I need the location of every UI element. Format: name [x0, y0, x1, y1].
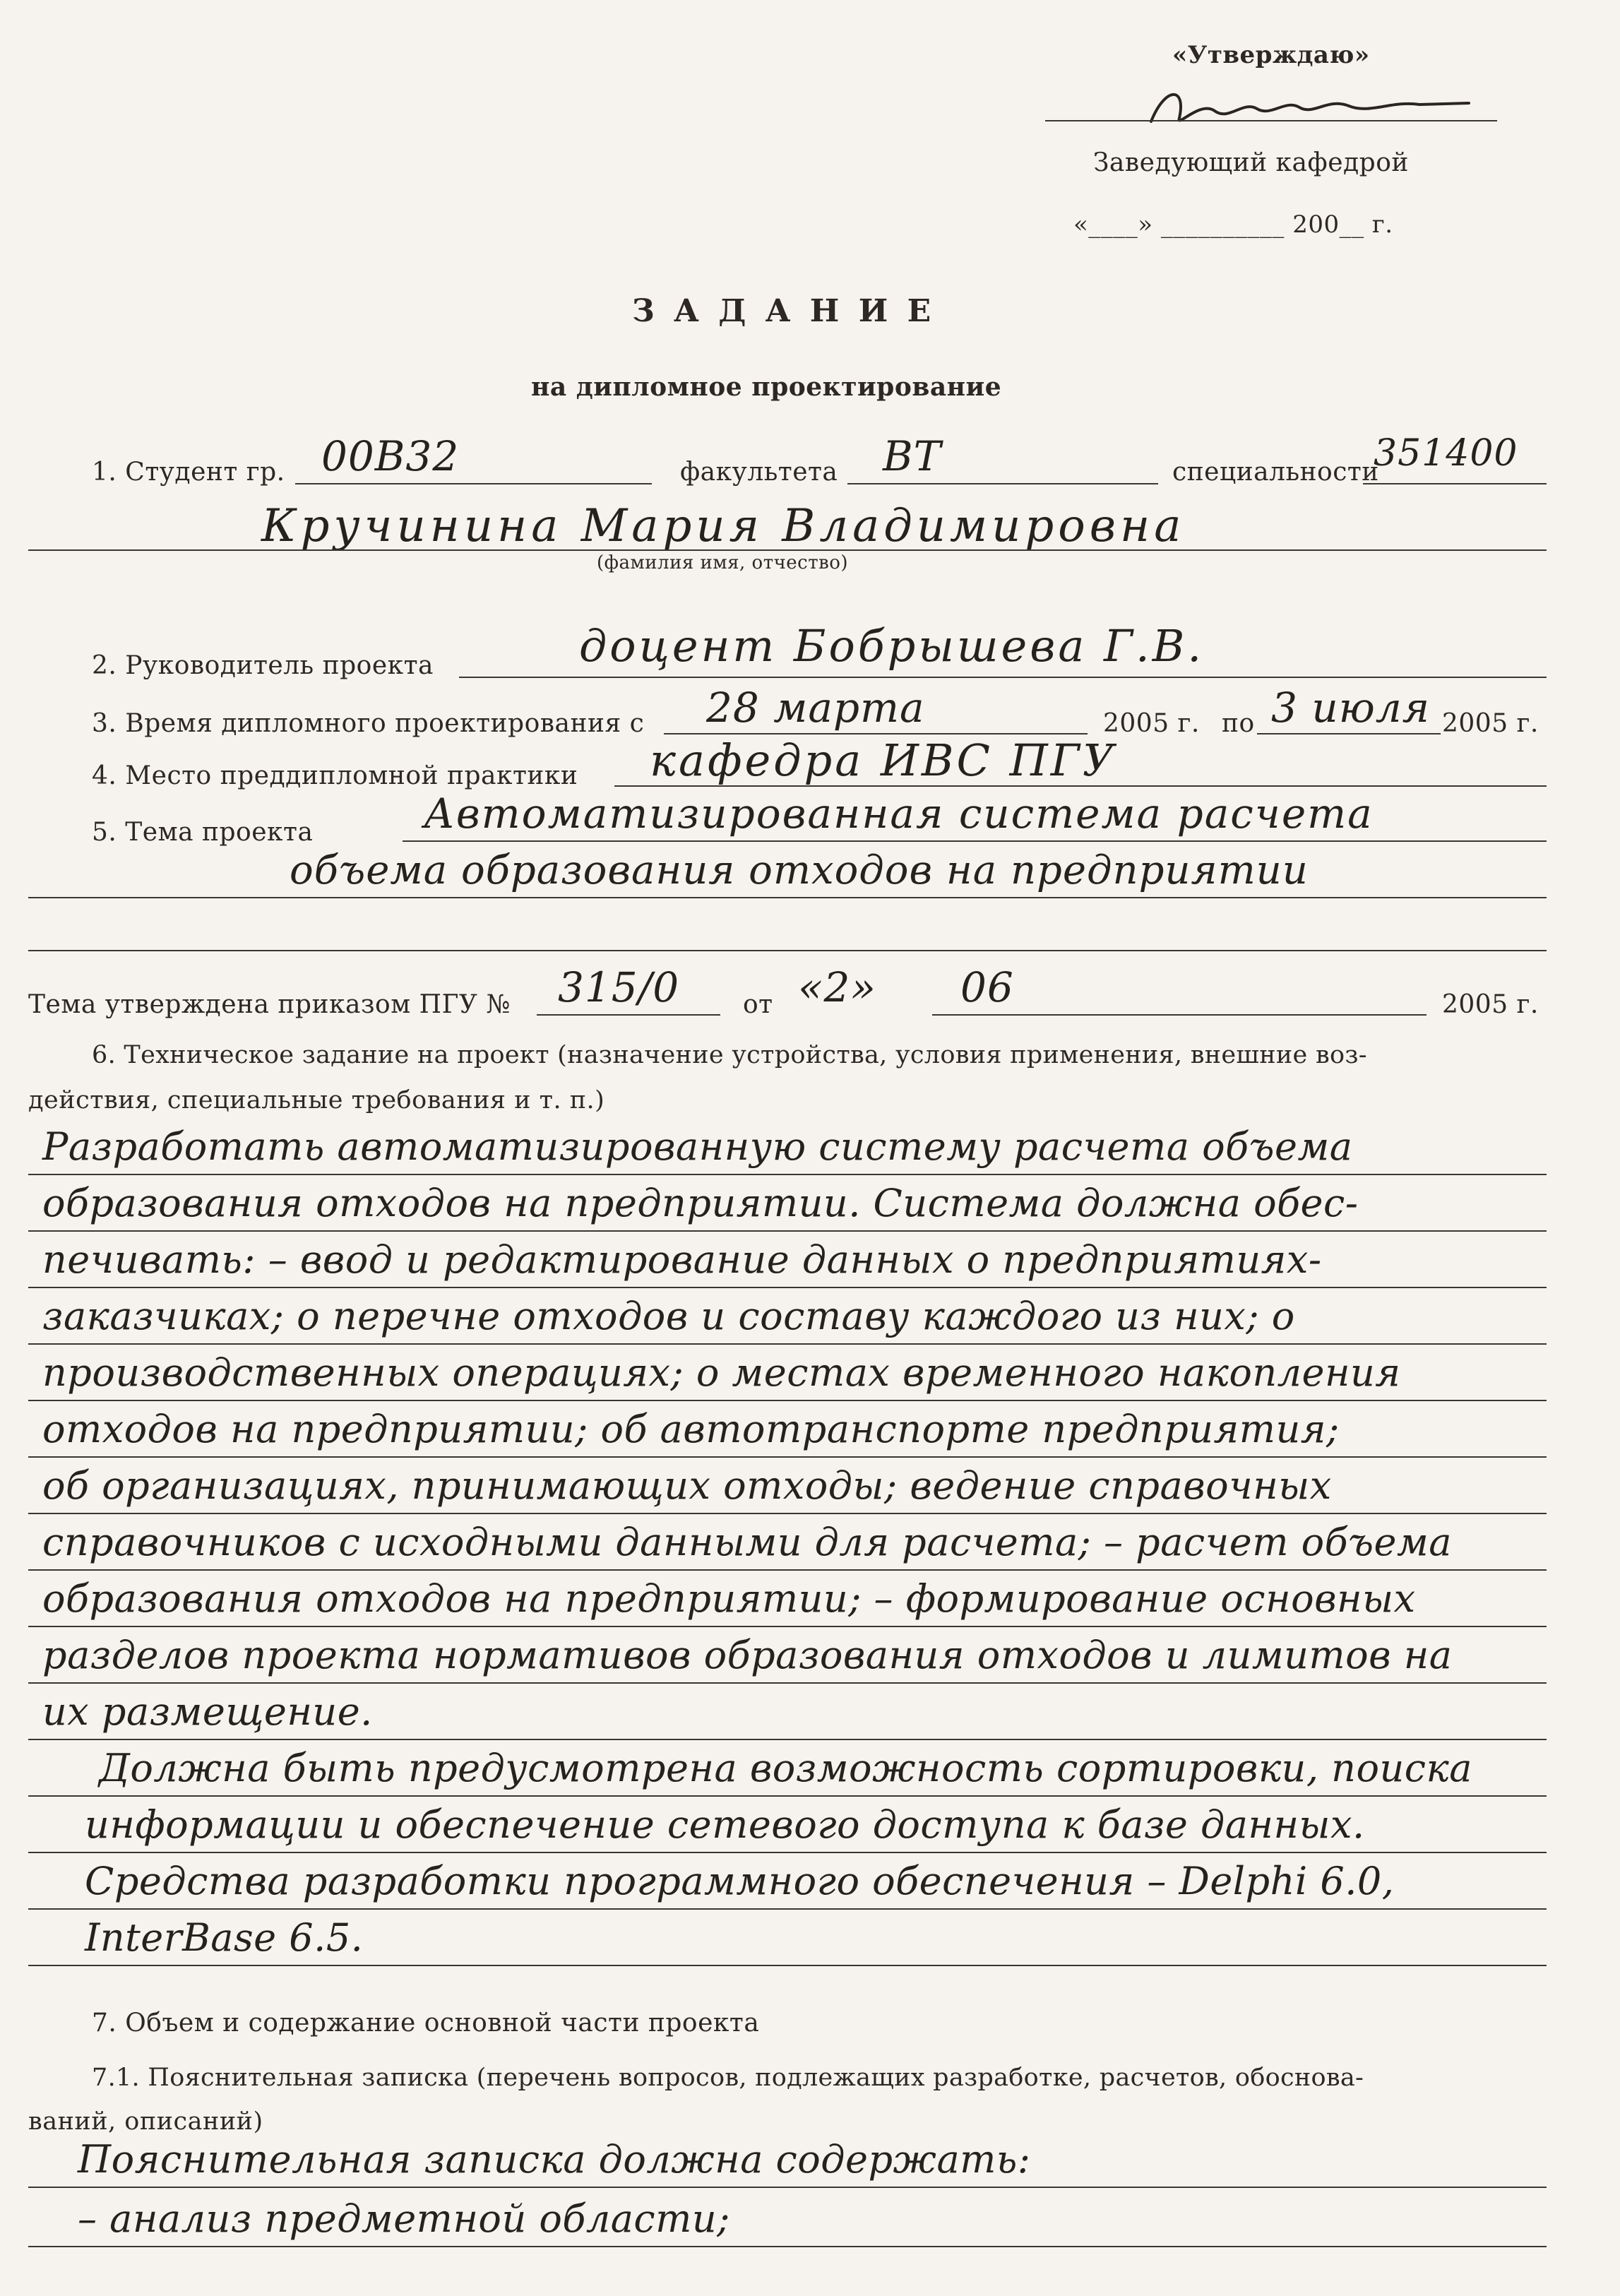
- project-topic-line-2: объема образования отходов на предприятии: [290, 847, 1309, 893]
- approval-date-line: «____» __________ 200__ г.: [1073, 210, 1393, 239]
- period-label: 3. Время дипломного проектирования с: [92, 709, 645, 738]
- order-number: 315/0: [558, 963, 680, 1011]
- section-6-line: об организациях, принимающих отходы; ведение справочных: [42, 1463, 1332, 1508]
- project-topic-label: 5. Тема проекта: [92, 818, 314, 847]
- supervisor-label: 2. Руководитель проекта: [92, 651, 434, 680]
- section-6-line: InterBase 6.5.: [85, 1915, 364, 1960]
- section-6-line: образования отходов на предприятии. Система должна обес-: [42, 1181, 1359, 1225]
- section-7-heading: 7. Объем и содержание основной части проекта: [92, 2009, 760, 2038]
- section-6-line: Средства разработки программного обеспечения – Delphi 6.0,: [85, 1859, 1395, 1903]
- section-6-line: информации и обеспечение сетевого доступа к базе данных.: [85, 1802, 1365, 1847]
- signature-icon: [1137, 79, 1476, 136]
- faculty-value: ВТ: [883, 432, 942, 480]
- section-7-line: – анализ предметной области;: [78, 2196, 730, 2241]
- period-year-from: 2005 г.: [1103, 709, 1200, 738]
- section-6-line: Разработать автоматизированную систему расчета объема: [42, 1124, 1353, 1169]
- section-6-line: заказчиках; о перечне отходов и составу каждого из них; о: [42, 1294, 1295, 1338]
- approval-signature: [1137, 79, 1476, 136]
- student-name: Кручинина Мария Владимировна: [261, 500, 1186, 552]
- project-topic-line-1: Автоматизированная система расчета: [424, 790, 1374, 838]
- section-6-line: Должна быть предусмотрена возможность сортировки, поиска: [99, 1746, 1472, 1790]
- section-6-heading-line-2: действия, специальные требования и т. п.): [28, 1086, 605, 1114]
- section-6-line: производственных операциях; о местах временного накопления: [42, 1350, 1401, 1395]
- section-6-line: отходов на предприятии; об автотранспорте предприятия;: [42, 1407, 1340, 1451]
- order-year: 2005 г.: [1442, 990, 1539, 1019]
- section-7-1-heading-line-2: ваний, описаний): [28, 2107, 263, 2136]
- section-6-line: справочников с исходными данными для расчета; – расчет объема: [42, 1520, 1452, 1564]
- section-6-heading-line-1: 6. Техническое задание на проект (назначение устройства, условия применения, внешние воз-: [92, 1041, 1367, 1069]
- supervisor-value: доцент Бобрышева Г.В.: [579, 620, 1205, 672]
- practice-place-label: 4. Место преддипломной практики: [92, 761, 578, 790]
- specialty-label: специальности: [1172, 458, 1379, 487]
- student-group-label: 1. Студент гр.: [92, 458, 285, 487]
- order-day: «2»: [798, 963, 876, 1011]
- section-6-line: их размещение.: [42, 1689, 373, 1734]
- section-7-line: Пояснительная записка должна содержать:: [78, 2137, 1031, 2182]
- specialty-value: 351400: [1374, 432, 1518, 475]
- order-label: Тема утверждена приказом ПГУ №: [28, 990, 511, 1019]
- section-6-line: разделов проекта нормативов образования отходов и лимитов на: [42, 1633, 1453, 1677]
- section-6-line: образования отходов на предприятии; – формирование основных: [42, 1576, 1416, 1621]
- period-year-to: 2005 г.: [1442, 709, 1539, 738]
- student-group-value: 00В32: [321, 432, 460, 480]
- period-from: 28 марта: [706, 684, 925, 732]
- period-to: 3 июля: [1271, 684, 1431, 732]
- document-title: З А Д А Н И Е: [632, 293, 936, 329]
- period-to-label: по: [1222, 709, 1255, 738]
- name-caption: (фамилия имя, отчество): [597, 552, 849, 573]
- head-of-department: Заведующий кафедрой: [1093, 148, 1409, 177]
- faculty-label: факультета: [680, 458, 838, 487]
- practice-place-value: кафедра ИВС ПГУ: [650, 734, 1117, 786]
- section-7-1-heading-line-1: 7.1. Пояснительная записка (перечень вопросов, подлежащих разработке, расчетов, обоснова-: [92, 2064, 1364, 2092]
- document-subtitle: на дипломное проектирование: [531, 372, 1002, 402]
- order-month: 06: [960, 963, 1014, 1011]
- approval-label: «Утверждаю»: [1172, 41, 1370, 69]
- section-6-line: печивать: – ввод и редактирование данных о предприятиях-: [42, 1237, 1322, 1282]
- order-from-label: от: [743, 990, 773, 1019]
